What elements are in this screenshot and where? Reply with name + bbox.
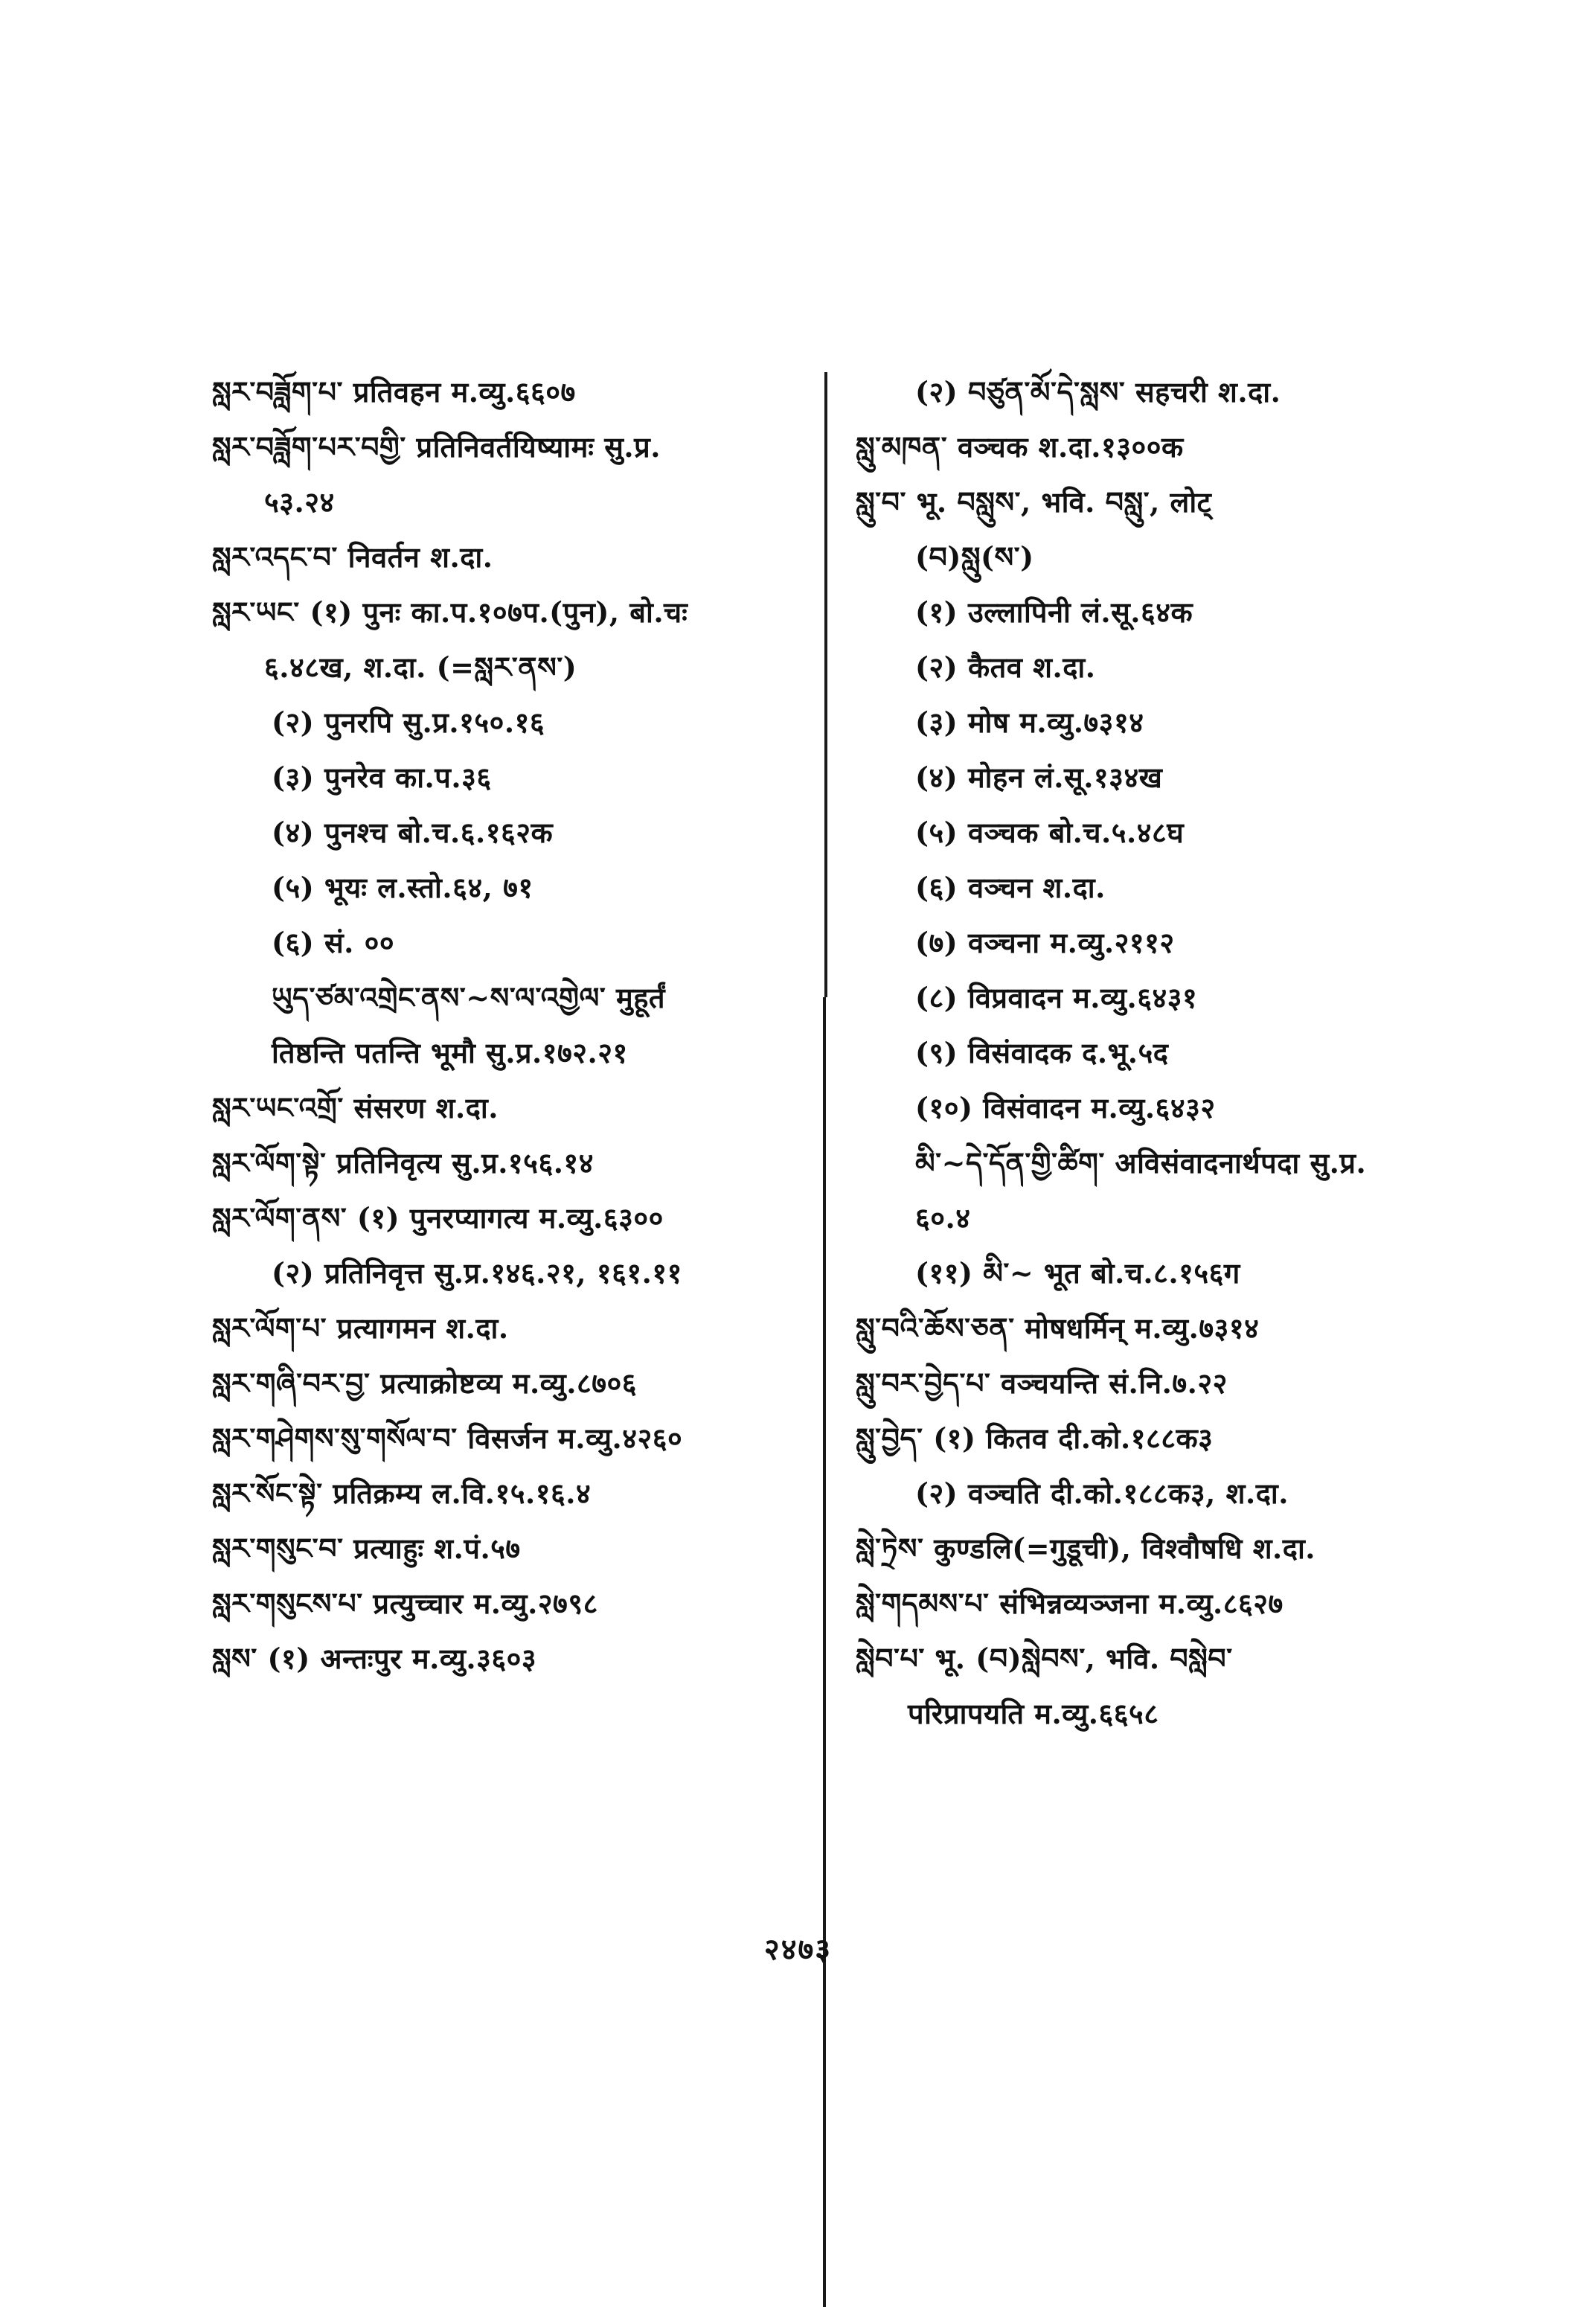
dictionary-line: སླུ་བར་བྱེད་པ་ वञ्चयन्ति सं.नि.७.२२ [856,1366,1228,1400]
dictionary-line: (५) भूयः ल.स्तो.६४, ७१ [272,871,533,904]
dictionary-line: སླས་ (१) अन्तःपुर म.व्यु.३६०३ [212,1642,537,1675]
dictionary-line: སླར་ལོག་སྟེ་ प्रतिनिवृत्य सु.प्र.१५६.१४ [212,1146,594,1180]
dictionary-line: (४) पुनश्च बो.च.६.१६२क [272,816,554,849]
dictionary-line: ६.४८ख, श.दा. (=སླར་ནས་) [264,650,577,684]
dictionary-line: སླེབ་པ་ भू. (བ)སླེབས་, भवि. བསླེབ་ [856,1642,1233,1675]
dictionary-line: སླུ་བྱེད་ (१) कितव दी.को.१८८क३ [856,1421,1214,1455]
dictionary-line: (११) མི་~ भूत बो.च.८.१५६ग [915,1256,1240,1290]
column-divider-top [824,372,827,997]
dictionary-line: སླར་སོང་སྟེ་ प्रतिक्रम्य ल.वि.१५.१६.४ [212,1476,592,1510]
dictionary-line: སླར་ཡང་ (१) पुनः का.प.१०७प.(पुन), बो.चः [212,595,688,629]
left-column [212,365,807,1686]
dictionary-line: (४) मोहन लं.सू.१३४ख [915,761,1163,794]
dictionary-line: མི་~དེ་དོན་གྱི་ཚིག་ अविसंवादनार्थपदा सु.प्र. [915,1146,1367,1180]
dictionary-line: परिप्रापयति म.व्यु.६६५८ [908,1697,1159,1730]
dictionary-line: तिष्ठन्ति पतन्ति भूमौ सु.प्र.१७२.२१ [272,1036,628,1069]
dictionary-line: སླུ་བ་ भू. བསླུས་, भवि. བསླུ་, लोट् [856,485,1212,519]
dictionary-line: (१०) विसंवादन म.व्यु.६४३२ [915,1091,1216,1124]
dictionary-line: ཡུད་ཙམ་འགྲེང་ནས་~ས་ལ་འགྱེལ་ मुहूर्तं [272,981,666,1014]
dictionary-line: (६) वञ्चन श.दा. [915,871,1106,904]
dictionary-line: ६०.४ [915,1201,971,1235]
dictionary-line: སླར་གཞི་བར་བྱ་ प्रत्याक्रोष्टव्य म.व्यु.८७०६ [212,1366,637,1400]
dictionary-line: སླར་བཟློག་པར་བགྱི་ प्रतिनिवर्तयिष्यामः सु.प्र. [212,430,661,464]
dictionary-line: སླུ་བའི་ཆོས་ཅན་ मोषधर्मिन् म.व्यु.७३१४ [856,1311,1260,1345]
dictionary-line: (२) कैतव श.दा. [915,650,1096,684]
dictionary-line: ५३.२४ [264,485,335,519]
dictionary-line: (२) वञ्चति दी.को.१८८क३, श.दा. [915,1476,1289,1510]
dictionary-line: (२) प्रतिनिवृत्त सु.प्र.१४६.२१, १६१.११ [272,1256,682,1290]
dictionary-line: (१) उल्लापिनी लं.सू.६४क [915,595,1193,629]
right-column [856,365,1473,1741]
column-divider-bottom [823,997,826,2307]
page-number: २४७३ [763,1932,833,1967]
dictionary-line: སླེ་ཏྲེས་ कुण्डलि(=गुडूची), विश्वौषधि श.दा. [856,1532,1316,1565]
dictionary-line: སླེ་གདམས་པ་ संभिन्नव्यञ्जना म.व्यु.८६२७ [856,1587,1283,1620]
dictionary-line: (३) मोष म.व्यु.७३१४ [915,705,1144,739]
dictionary-line: སླུ་མཁན་ वञ्चक श.दा.१३००क [856,430,1184,464]
dictionary-line: སླར་གསུངས་པ་ प्रत्युच्चार म.व्यु.२७९८ [212,1587,598,1620]
dictionary-line: (२) पुनरपि सु.प्र.१५०.१६ [272,705,545,739]
dictionary-line: སླར་གཤེགས་སུ་གསོལ་བ་ विसर्जन म.व्यु.४२६० [212,1421,683,1455]
dictionary-line: (७) वञ्चना म.व्यु.२११२ [915,926,1175,959]
dictionary-line: སླར་ལོག་ནས་ (१) पुनरप्यागत्य म.व्यु.६३०० [212,1201,664,1235]
dictionary-line: (९) विसंवादक द.भू.५द [915,1036,1169,1069]
dictionary-line: (५) वञ्चक बो.च.५.४८घ [915,816,1185,849]
dictionary-line: (२) བཙུན་མོ་དེ་སླས་ सहचरी श.दा. [915,375,1281,409]
dictionary-line: (བ)སླུ(ས་) [915,540,1034,574]
dictionary-line: སླར་འདང་བ་ निवर्तन श.दा. [212,540,493,574]
dictionary-line: (६) सं. ०० [272,926,395,959]
dictionary-line: སླར་ལོག་པ་ प्रत्यागमन श.दा. [212,1311,509,1345]
dictionary-line: (८) विप्रवादन म.व्यु.६४३१ [915,981,1198,1014]
dictionary-line: སླར་གསུང་བ་ प्रत्याहुः श.पं.५७ [212,1532,521,1565]
dictionary-line: སླར་བཟློག་པ་ प्रतिवहन म.व्यु.६६०७ [212,375,576,409]
dictionary-line: (३) पुनरेव का.प.३६ [272,761,492,794]
dictionary-line: སླར་ཡང་འགྲོ་ संसरण श.दा. [212,1091,499,1124]
